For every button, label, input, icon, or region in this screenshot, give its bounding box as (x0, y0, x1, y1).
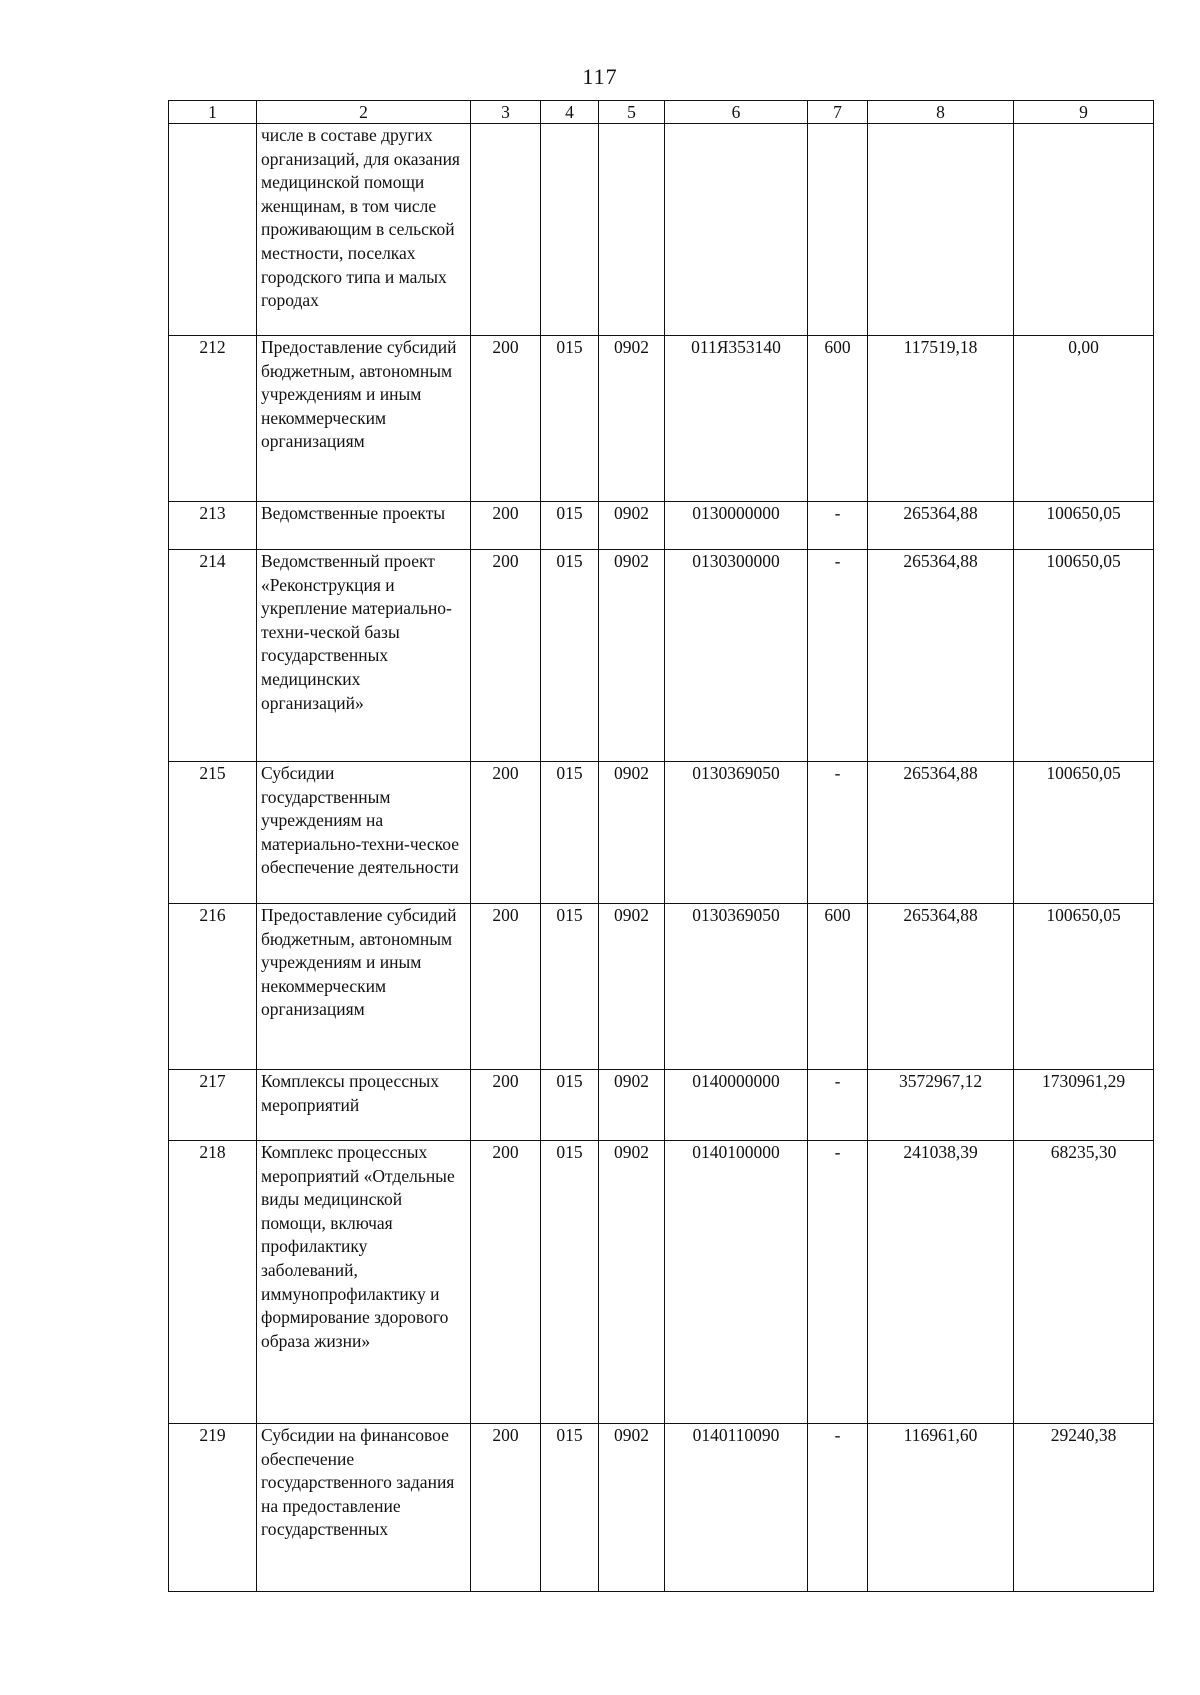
cell-col7: 600 (808, 336, 868, 502)
cell-col4: 015 (541, 1070, 599, 1141)
row-number: 218 (169, 1141, 257, 1424)
cell-col9: 100650,05 (1014, 762, 1154, 904)
cell-col3: 200 (471, 336, 541, 502)
cell-col7: - (808, 1141, 868, 1424)
cell-col8: 265364,88 (868, 550, 1014, 762)
cell-col3: 200 (471, 550, 541, 762)
cell-col5: 0902 (599, 1141, 665, 1424)
row-description: Предоставление субсидий бюджетным, автономным учреждениям и иным некоммерческим организациям (257, 904, 471, 1070)
header-row (169, 101, 1154, 124)
table-row (169, 124, 1154, 336)
row-description: Ведомственный проект «Реконструкция и укрепление материально-техни-ческой базы государственных медицинских организаций» (257, 550, 471, 762)
cell-col6: 0140110090 (665, 1424, 808, 1592)
column-header-1: 1 (169, 101, 257, 124)
cell-col7: - (808, 762, 868, 904)
row-description: Комплекс процессных мероприятий «Отдельные виды медицинской помощи, включая профилактику заболеваний, иммунопрофилактику и формирование здорового образа жизни» (257, 1141, 471, 1424)
row-description: числе в составе других организаций, для оказания медицинской помощи женщинам, в том числе проживающим в сельской местности, поселках городского типа и малых городах (257, 124, 471, 336)
cell-col3 (471, 124, 541, 336)
cell-col6 (665, 124, 808, 336)
cell-col9: 100650,05 (1014, 904, 1154, 1070)
table-row (169, 502, 1154, 550)
cell-col9: 1730961,29 (1014, 1070, 1154, 1141)
cell-col3: 200 (471, 1141, 541, 1424)
row-description: Субсидии на финансовое обеспечение государственного задания на предоставление государственных (257, 1424, 471, 1592)
row-number (169, 124, 257, 336)
cell-col7: - (808, 502, 868, 550)
column-header-7: 7 (808, 101, 868, 124)
cell-col7: - (808, 550, 868, 762)
cell-col5 (599, 124, 665, 336)
cell-col5: 0902 (599, 762, 665, 904)
row-description: Предоставление субсидий бюджетным, автономным учреждениям и иным некоммерческим организациям (257, 336, 471, 502)
row-number: 217 (169, 1070, 257, 1141)
column-header-9: 9 (1014, 101, 1154, 124)
row-number: 215 (169, 762, 257, 904)
cell-col9 (1014, 124, 1154, 336)
cell-col6: 011Я353140 (665, 336, 808, 502)
cell-col8: 265364,88 (868, 762, 1014, 904)
page-number: 117 (582, 64, 618, 89)
cell-col6: 0130369050 (665, 762, 808, 904)
cell-col3: 200 (471, 1070, 541, 1141)
table-row (169, 1141, 1154, 1424)
row-number: 214 (169, 550, 257, 762)
cell-col5: 0902 (599, 1070, 665, 1141)
table-row (169, 336, 1154, 502)
column-header-2: 2 (257, 101, 471, 124)
row-number: 213 (169, 502, 257, 550)
cell-col7 (808, 124, 868, 336)
table-row (169, 1424, 1154, 1592)
cell-col6: 0130000000 (665, 502, 808, 550)
cell-col4: 015 (541, 904, 599, 1070)
cell-col5: 0902 (599, 336, 665, 502)
column-header-3: 3 (471, 101, 541, 124)
table-row (169, 550, 1154, 762)
cell-col4: 015 (541, 1141, 599, 1424)
table-row (169, 1070, 1154, 1141)
column-header-5: 5 (599, 101, 665, 124)
cell-col4: 015 (541, 336, 599, 502)
cell-col3: 200 (471, 502, 541, 550)
cell-col5: 0902 (599, 1424, 665, 1592)
cell-col8: 265364,88 (868, 904, 1014, 1070)
cell-col5: 0902 (599, 904, 665, 1070)
cell-col8: 3572967,12 (868, 1070, 1014, 1141)
cell-col4: 015 (541, 550, 599, 762)
row-number: 219 (169, 1424, 257, 1592)
row-description: Комплексы процессных мероприятий (257, 1070, 471, 1141)
cell-col8: 117519,18 (868, 336, 1014, 502)
cell-col6: 0130300000 (665, 550, 808, 762)
cell-col4 (541, 124, 599, 336)
cell-col8: 116961,60 (868, 1424, 1014, 1592)
cell-col7: - (808, 1070, 868, 1141)
budget-table (168, 100, 1154, 1592)
cell-col9: 100650,05 (1014, 502, 1154, 550)
cell-col6: 0130369050 (665, 904, 808, 1070)
column-header-4: 4 (541, 101, 599, 124)
cell-col7: - (808, 1424, 868, 1592)
cell-col3: 200 (471, 904, 541, 1070)
cell-col9: 29240,38 (1014, 1424, 1154, 1592)
row-number: 216 (169, 904, 257, 1070)
column-header-6: 6 (665, 101, 808, 124)
cell-col7: 600 (808, 904, 868, 1070)
cell-col6: 0140000000 (665, 1070, 808, 1141)
table-row (169, 762, 1154, 904)
cell-col4: 015 (541, 502, 599, 550)
cell-col8 (868, 124, 1014, 336)
cell-col9: 0,00 (1014, 336, 1154, 502)
cell-col6: 0140100000 (665, 1141, 808, 1424)
cell-col8: 241038,39 (868, 1141, 1014, 1424)
cell-col9: 68235,30 (1014, 1141, 1154, 1424)
table-row (169, 904, 1154, 1070)
cell-col4: 015 (541, 762, 599, 904)
cell-col5: 0902 (599, 550, 665, 762)
cell-col9: 100650,05 (1014, 550, 1154, 762)
row-description: Ведомственные проекты (257, 502, 471, 550)
cell-col3: 200 (471, 762, 541, 904)
row-description: Субсидии государственным учреждениям на материально-техни-ческое обеспечение деятельности (257, 762, 471, 904)
cell-col8: 265364,88 (868, 502, 1014, 550)
column-header-8: 8 (868, 101, 1014, 124)
cell-col3: 200 (471, 1424, 541, 1592)
row-number: 212 (169, 336, 257, 502)
cell-col5: 0902 (599, 502, 665, 550)
cell-col4: 015 (541, 1424, 599, 1592)
